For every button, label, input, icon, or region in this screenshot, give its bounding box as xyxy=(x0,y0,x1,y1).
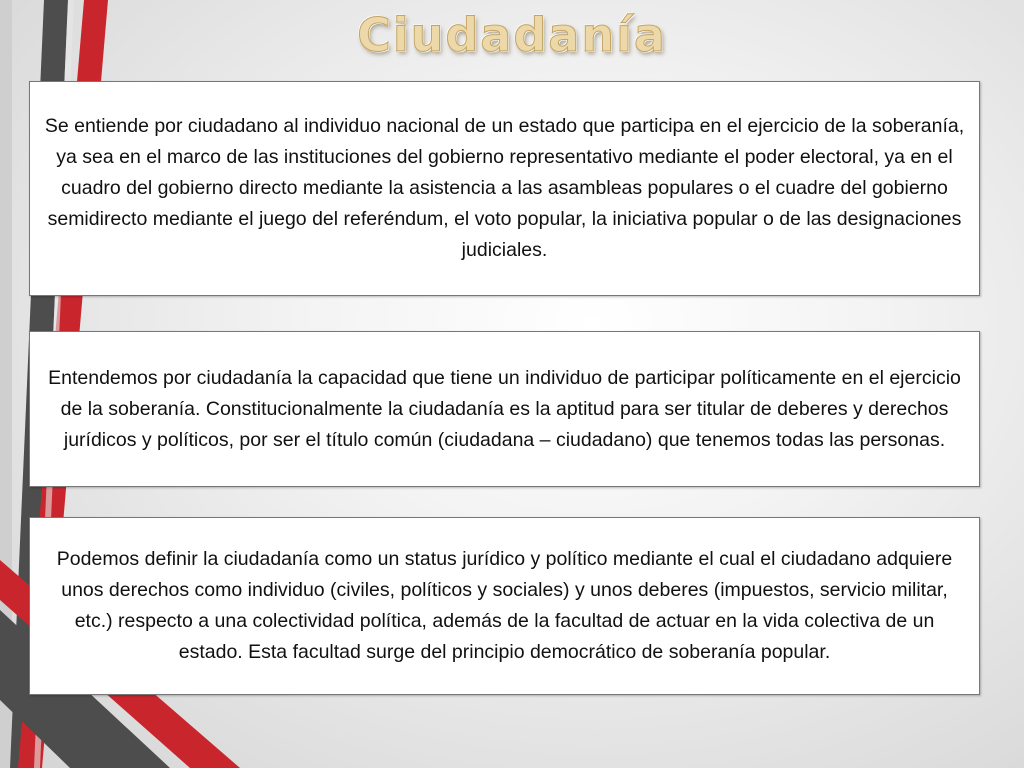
definition-box-status xyxy=(29,517,980,695)
paragraph-ciudadania: Entendemos por ciudadanía la capacidad que tiene un individuo de participar políticamente en el ejercicio de la soberanía. Constitucionalmente la ciudadanía es la aptitud para ser titular de deberes y derechos jurídicos y políticos, por ser el título común (ciudadana – ciudadano) que tenemos todas las personas. xyxy=(48,366,961,451)
slide-title: Ciudadanía xyxy=(357,8,667,62)
paragraph-status: Podemos definir la ciudadanía como un status jurídico y político mediante el cual el ciudadano adquiere unos derechos como individuo (civiles, políticos y sociales) y unos deberes (impuestos, servicio militar, etc.) respecto a una colectividad política, además de la facultad de actuar en la vida colectiva de un estado. Esta facultad surge del principio democrático de soberanía popular. xyxy=(56,548,953,663)
definition-box-ciudadano xyxy=(29,81,980,296)
paragraph-ciudadano: Se entiende por ciudadano al individuo nacional de un estado que participa en el ejercicio de la soberanía, ya sea en el marco de las instituciones del gobierno representativo mediante el poder electoral, ya en el cuadro del gobierno directo mediante la asistencia a las asambleas populares o el cuadre del gobierno semidirecto mediante el juego del referéndum, el voto popular, la iniciativa popular o de las designaciones judiciales. xyxy=(44,115,965,261)
definition-box-ciudadania xyxy=(29,331,980,487)
